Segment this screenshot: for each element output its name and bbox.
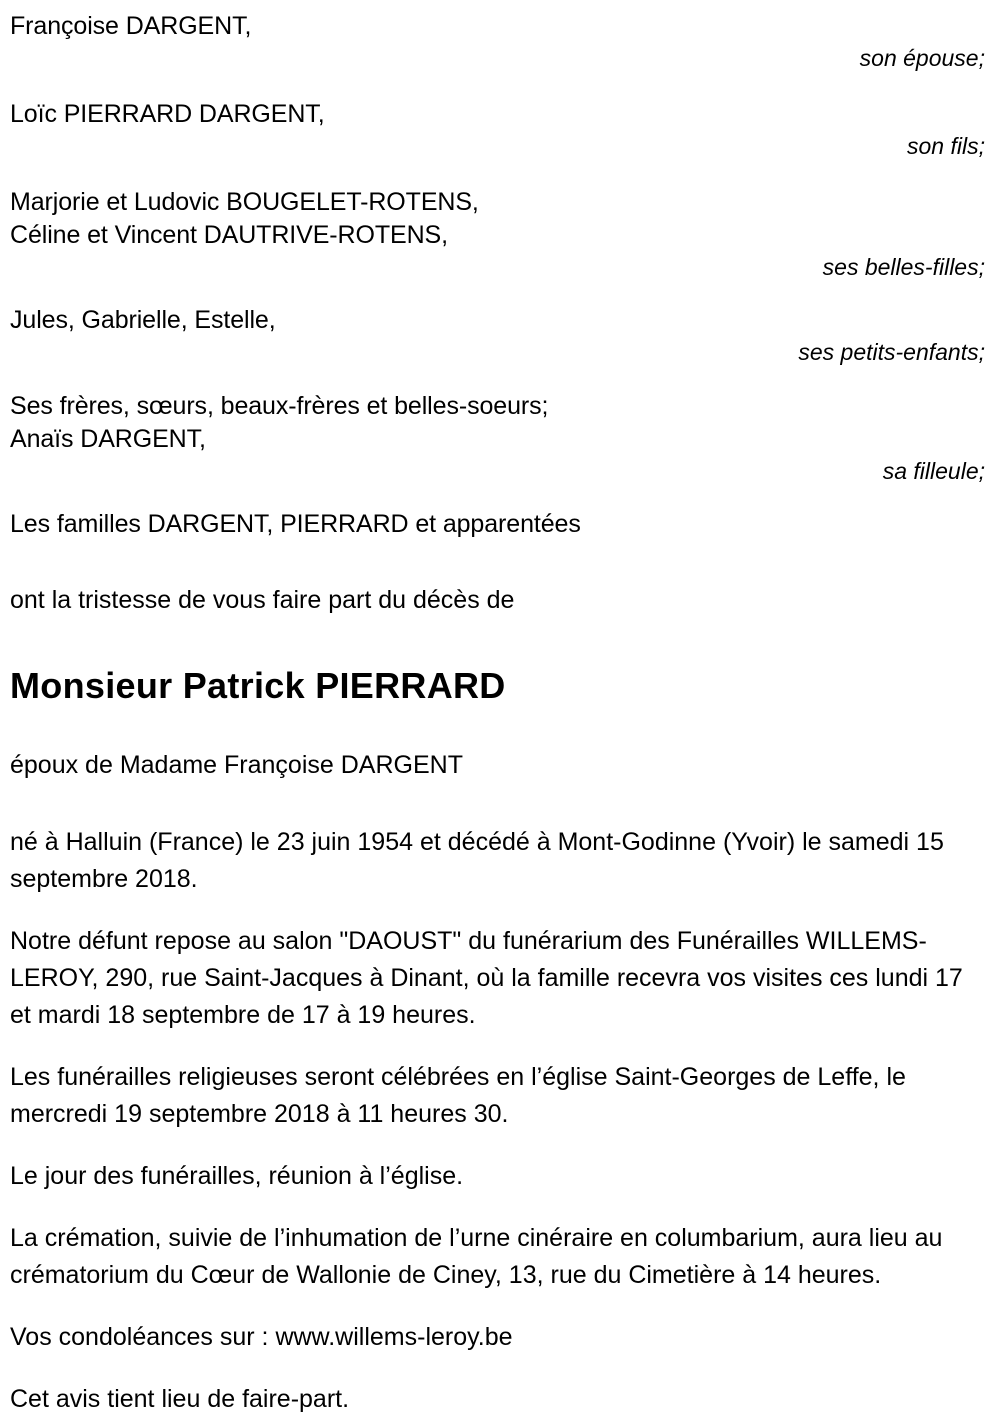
detail-paragraph-birth-death: né à Halluin (France) le 23 juin 1954 et décédé à Mont-Godinne (Yvoir) le samedi 15 septembre 2018. [10,828,944,893]
detail-paragraph-religious-service: Les funérailles religieuses seront célébrées en l’église Saint-Georges de Leffe, le mercredi 19 septembre 2018 à 11 heures 30. [10,1063,906,1128]
relative-group-families [10,508,985,544]
relative-name-line: Anaïs DARGENT, [10,425,206,453]
detail-paragraph-cremation: La crémation, suivie de l’inhumation de l’urne cinéraire en columbarium, aura lieu au crématorium du Cœur de Wallonie de Ciney, 13, rue du Cimetière à 14 heures. [10,1224,943,1289]
relative-group-daughters-in-law [10,186,985,286]
relation-label-daughters-in-law: ses belles-filles; [822,254,985,280]
relative-name-line: Jules, Gabrielle, Estelle, [10,306,276,334]
relatives-section [10,10,985,544]
relative-group-son [10,98,985,168]
relative-names [10,98,650,131]
relative-group-grandchildren [10,304,985,372]
deceased-name: Monsieur Patrick PIERRARD [10,665,506,706]
relative-name-line: Céline et Vincent DAUTRIVE-ROTENS, [10,221,448,249]
detail-paragraph-gathering: Le jour des funérailles, réunion à l’église. [10,1162,464,1190]
relative-names [10,390,650,456]
spouse-of-line: époux de Madame Françoise DARGENT [10,751,463,779]
relative-names [10,186,650,252]
relation-label-grandchildren: ses petits-enfants; [798,339,985,365]
relative-group-goddaughter [10,390,985,490]
relative-name-line: Françoise DARGENT, [10,12,252,40]
relative-name-line: Loïc PIERRARD DARGENT, [10,100,325,128]
relative-names [10,304,650,337]
relative-group-spouse [10,10,985,80]
relative-names [10,508,650,541]
relative-names [10,10,650,43]
relation-label-goddaughter: sa filleule; [882,458,985,484]
relative-name-line: Marjorie et Ludovic BOUGELET-ROTENS, [10,188,479,216]
detail-paragraph-condolences: Vos condoléances sur : www.willems-leroy.be [10,1323,513,1351]
details-section [10,824,985,1418]
relative-name-line: Les familles DARGENT, PIERRARD et apparentées [10,510,581,538]
detail-paragraph-notice-statement: Cet avis tient lieu de faire-part. [10,1385,350,1413]
relation-label-spouse: son épouse; [859,45,985,71]
relative-name-line: Ses frères, sœurs, beaux-frères et belles-soeurs; [10,392,549,420]
announcement-intro: ont la tristesse de vous faire part du décès de [10,586,515,614]
relation-label-son: son fils; [907,133,985,159]
detail-paragraph-funeral-home: Notre défunt repose au salon "DAOUST" du funérarium des Funérailles WILLEMS-LEROY, 290, rue Saint-Jacques à Dinant, où la famille recevra vos visites ces lundi 17 et mardi 18 septembre de 17 à 19 heures. [10,927,963,1029]
